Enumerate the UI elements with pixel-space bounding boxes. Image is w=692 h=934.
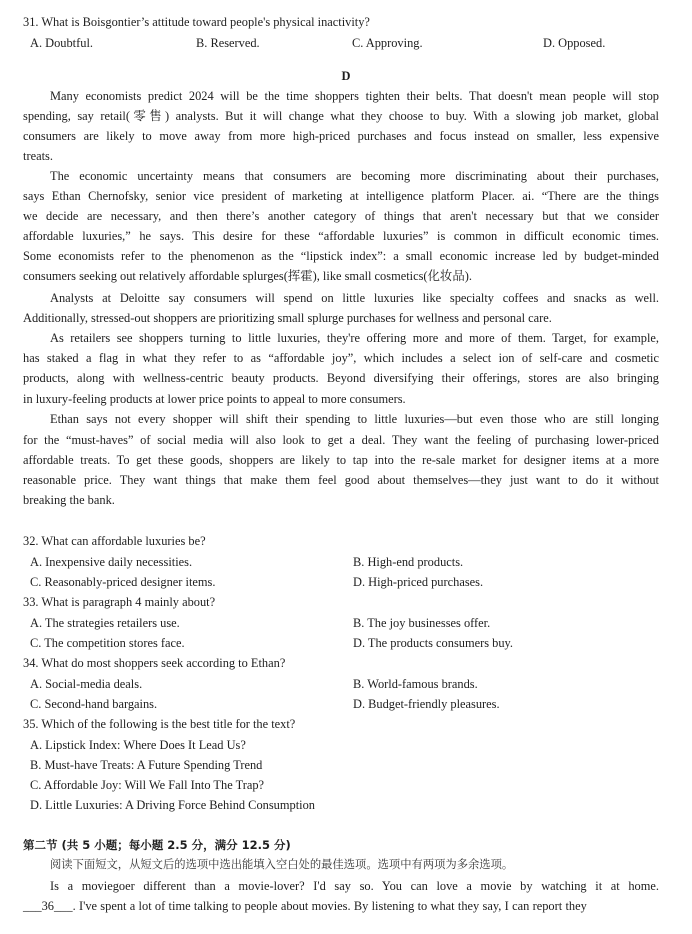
q32-option-a: A. Inexpensive daily necessities. <box>30 555 193 569</box>
passage-line: consumers are likely to move away from more high-priced purchases and focus instead on smaller, less expensive <box>23 129 659 143</box>
passage-line: As retailers see shoppers turning to little luxuries, they're offering more and more of them. Target, for example, <box>50 331 659 345</box>
passage-line-text: . I've spent a lot of time talking to people about movies. By listening to what they say, I can report they <box>72 899 587 913</box>
passage-line-with-blank <box>23 898 659 914</box>
q35-option-a: A. Lipstick Index: Where Does It Lead Us? <box>30 738 246 752</box>
passage-line: reasonable price. They want things that make them feel good about themselves—they just want to do it without <box>23 473 659 487</box>
question-33: 33. What is paragraph 4 mainly about? <box>23 595 216 609</box>
q31-option-d: D. Opposed. <box>543 36 606 50</box>
passage-line: The economic uncertainty means that consumers are becoming more discriminating about their purchases, <box>50 169 659 183</box>
passage-line: Analysts at Deloitte say consumers will spend on little luxuries like specialty coffees and snacks as well. <box>50 291 659 305</box>
passage-line: says Ethan Chernofsky, senior vice president of marketing at intelligence platform Placer. ai. “There are the things <box>23 189 659 203</box>
passage-line: treats. <box>23 149 53 163</box>
question-35: 35. Which of the following is the best title for the text? <box>23 717 296 731</box>
q32-option-b: B. High-end products. <box>353 555 464 569</box>
passage-line: Is a moviegoer different than a movie-lover? I'd say so. You can love a movie by watching it at home. <box>50 879 659 893</box>
passage-line: we decide are necessary, and then there’s another category of things that aren't necessary but that we consider <box>23 209 659 223</box>
q33-option-c: C. The competition stores face. <box>30 636 185 650</box>
q32-option-d: D. High-priced purchases. <box>353 575 484 589</box>
q35-option-c: C. Affordable Joy: Will We Fall Into The Trap? <box>30 778 265 792</box>
q33-option-a: A. The strategies retailers use. <box>30 616 180 630</box>
passage-line: products, along with wellness-centric beauty products. Beyond diversifying their offerings, stores are also bringing <box>23 371 659 385</box>
question-31: 31. What is Boisgontier’s attitude toward people's physical inactivity? <box>23 15 370 29</box>
q34-option-a: A. Social-media deals. <box>30 677 143 691</box>
passage-line: Ethan says not every shopper will shift their spending to little luxuries—but even those who are still longing <box>50 412 659 426</box>
passage-line: Additionally, stressed-out shoppers are prioritizing small splurge purchases for wellness and personal care. <box>23 311 552 325</box>
passage-heading: D <box>341 69 351 83</box>
passage-line: breaking the bank. <box>23 493 115 507</box>
section-heading: 第二节 (共 5 小题；每小题 2.5 分，满分 12.5 分) <box>23 838 291 852</box>
passage-line: Some economists refer to the phenomenon as the “lipstick index”: a small economic increase led by budget-minded <box>23 249 659 263</box>
q34-option-d: D. Budget-friendly pleasures. <box>353 697 500 711</box>
passage-line: has staked a flag in what they refer to as “affordable joy”, which includes a select ion of self-care and cosmetic <box>23 351 659 365</box>
q31-option-c: C. Approving. <box>352 36 423 50</box>
blank-36: ___36___ <box>23 899 73 913</box>
q32-option-c: C. Reasonably-priced designer items. <box>30 575 216 589</box>
passage-line: in luxury-feeling products at lower price points to appeal to more consumers. <box>23 392 406 406</box>
q34-option-b: B. World-famous brands. <box>353 677 478 691</box>
passage-line: spending, say retail(零售) analysts. But it will change what they choose to buy. With a slowing job market, global <box>23 109 659 123</box>
passage-line: affordable treats. To get these goods, shoppers are likely to tap into the re-sale market for designer items at a more <box>23 453 659 467</box>
q34-option-c: C. Second-hand bargains. <box>30 697 158 711</box>
question-34: 34. What do most shoppers seek according to Ethan? <box>23 656 286 670</box>
passage-line: for the “must-haves” of social media will also look to get a deal. They want the feeling of purchasing lower-priced <box>23 433 659 447</box>
passage-line: consumers seeking out relatively affordable splurges(挥霍), like small cosmetics(化妆品). <box>23 269 472 283</box>
q33-option-d: D. The products consumers buy. <box>353 636 514 650</box>
q33-option-b: B. The joy businesses offer. <box>353 616 491 630</box>
q35-option-b: B. Must-have Treats: A Future Spending Trend <box>30 758 263 772</box>
passage-line: affordable luxuries,” he says. This desire for these “affordable luxuries” is common in difficult economic times. <box>23 229 659 243</box>
q35-option-d: D. Little Luxuries: A Driving Force Behind Consumption <box>30 798 315 812</box>
passage-line: Many economists predict 2024 will be the time shoppers tighten their belts. That doesn't mean people will stop <box>50 89 659 103</box>
q31-option-a: A. Doubtful. <box>30 36 93 50</box>
q31-option-b: B. Reserved. <box>196 36 260 50</box>
section-instruction: 阅读下面短文，从短文后的选项中选出能填入空白处的最佳选项。选项中有两项为多余选项。 <box>50 858 514 871</box>
question-32: 32. What can affordable luxuries be? <box>23 534 206 548</box>
